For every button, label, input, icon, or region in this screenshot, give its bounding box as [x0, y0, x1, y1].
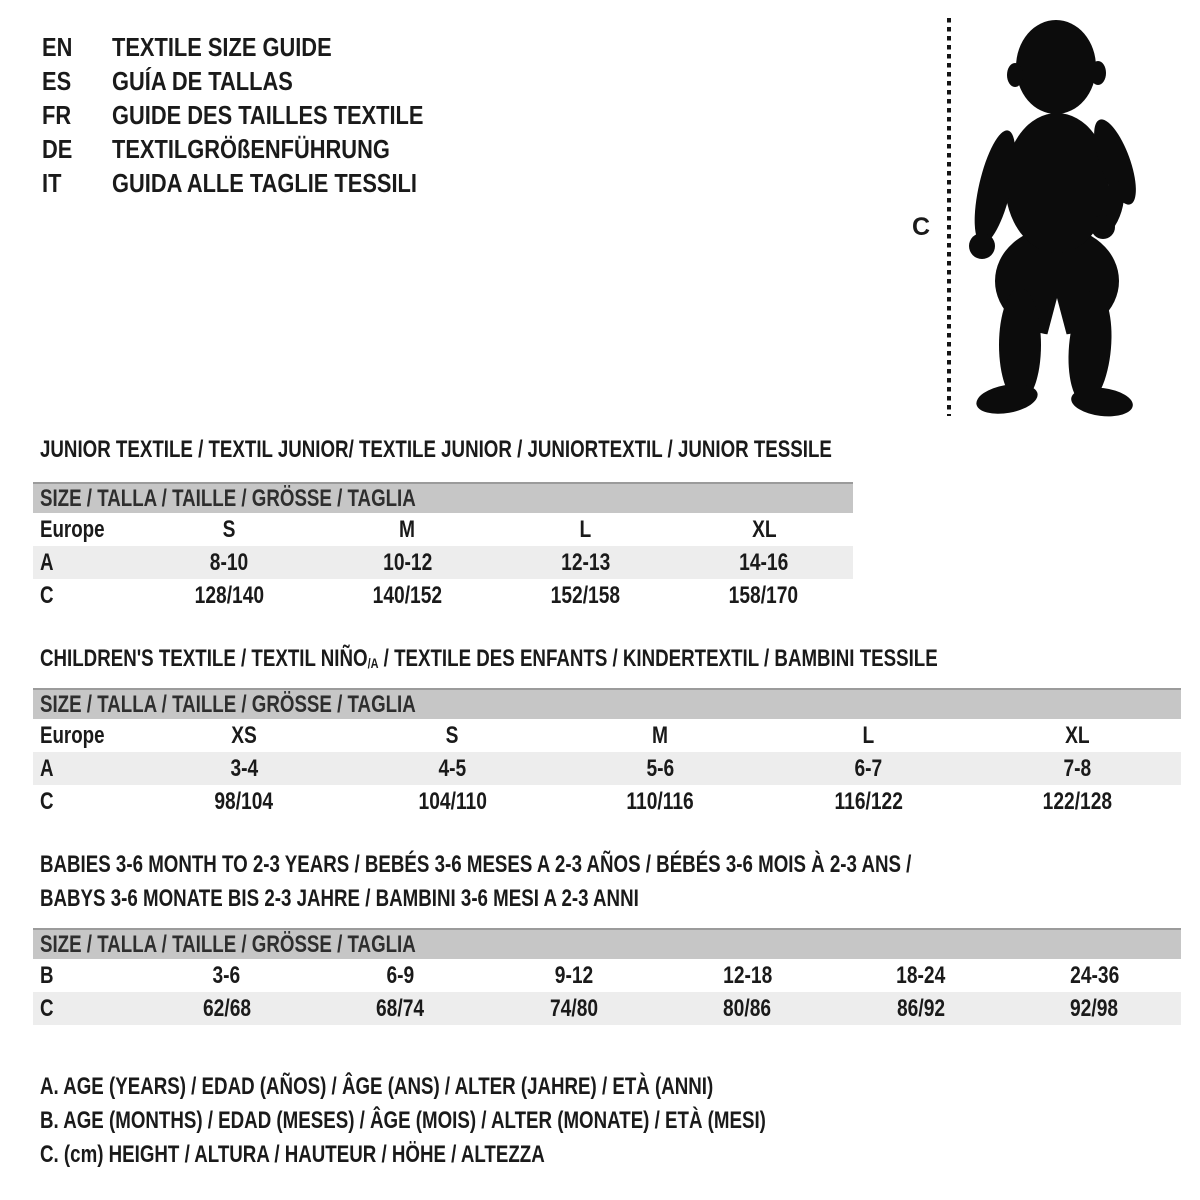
- row-label: Europe: [40, 515, 105, 543]
- babies-section-heading-line2: BABYS 3-6 MONATE BIS 2-3 JAHRE / BAMBINI 3-6 MESI A 2-3 ANNI: [40, 885, 639, 912]
- row-label: C: [40, 994, 54, 1022]
- table-row: A 8-10 10-12 12-13 14-16: [33, 546, 853, 579]
- table-row: C 98/104 104/110 110/116 116/122 122/128: [33, 785, 1181, 818]
- table-row: Europe S M L XL: [33, 513, 853, 546]
- table-row: C 128/140 140/152 152/158 158/170: [33, 579, 853, 612]
- nino-a-subscript: /A: [367, 655, 379, 671]
- children-size-header-bar: SIZE / TALLA / TAILLE / GRÖSSE / TAGLIA: [33, 688, 1181, 719]
- babies-size-header-bar: SIZE / TALLA / TAILLE / GRÖSSE / TAGLIA: [33, 928, 1181, 959]
- legend-line-b: B. AGE (MONTHS) / EDAD (MESES) / ÂGE (MOIS) / ALTER (MONATE) / ETÀ (MESI): [40, 1107, 766, 1134]
- lang-row-es: [42, 64, 483, 98]
- row-label: Europe: [40, 721, 105, 749]
- children-size-table: [33, 688, 1181, 818]
- height-measure-label: C: [912, 213, 931, 241]
- lang-code-es: ES: [42, 65, 72, 96]
- legend-line-c: C. (cm) HEIGHT / ALTURA / HAUTEUR / HÖHE / ALTEZZA: [40, 1141, 545, 1168]
- height-measure-dashed-line: [947, 18, 951, 416]
- table-row: Europe XS S M L XL: [33, 719, 1181, 752]
- junior-section-heading: JUNIOR TEXTILE / TEXTIL JUNIOR/ TEXTILE JUNIOR / JUNIORTEXTIL / JUNIOR TESSILE: [40, 436, 832, 463]
- row-label: C: [40, 787, 54, 815]
- baby-silhouette-figure: [963, 15, 1141, 420]
- lang-label-it: GUIDA ALLE TAGLIE TESSILI: [112, 167, 417, 198]
- lang-row-fr: [42, 98, 483, 132]
- table-row: B 3-6 6-9 9-12 12-18 18-24 24-36: [33, 959, 1181, 992]
- lang-label-de: TEXTILGRÖßENFÜHRUNG: [112, 133, 390, 164]
- row-label: A: [40, 754, 54, 782]
- babies-size-table: [33, 928, 1181, 1025]
- lang-code-fr: FR: [42, 99, 72, 130]
- row-label: B: [40, 961, 54, 989]
- legend-line-a: A. AGE (YEARS) / EDAD (AÑOS) / ÂGE (ANS) / ALTER (JAHRE) / ETÀ (ANNI): [40, 1073, 714, 1100]
- measure-legend: [40, 1070, 971, 1172]
- babies-section-heading-line1: BABIES 3-6 MONTH TO 2-3 YEARS / BEBÉS 3-6 MESES A 2-3 AÑOS / BÉBÉS 3-6 MOIS À 2-3 ANS /: [40, 851, 912, 878]
- lang-row-en: [42, 30, 483, 64]
- language-title-block: [42, 30, 483, 200]
- lang-label-en: TEXTILE SIZE GUIDE: [112, 31, 332, 62]
- lang-code-en: EN: [42, 31, 73, 62]
- junior-size-header-bar: SIZE / TALLA / TAILLE / GRÖSSE / TAGLIA: [33, 482, 853, 513]
- lang-code-de: DE: [42, 133, 73, 164]
- junior-size-table: [33, 482, 853, 612]
- row-label: A: [40, 548, 54, 576]
- table-row: A 3-4 4-5 5-6 6-7 7-8: [33, 752, 1181, 785]
- row-label: C: [40, 581, 54, 609]
- lang-label-fr: GUIDE DES TAILLES TEXTILE: [112, 99, 424, 130]
- lang-row-de: [42, 132, 483, 166]
- lang-label-es: GUÍA DE TALLAS: [112, 65, 293, 96]
- lang-code-it: IT: [42, 167, 62, 198]
- lang-row-it: [42, 166, 483, 200]
- children-section-heading: CHILDREN'S TEXTILE / TEXTIL NIÑO/A / TEXTILE DES ENFANTS / KINDERTEXTIL / BAMBINI TESSILE: [40, 645, 938, 672]
- table-row: C 62/68 68/74 74/80 80/86 86/92 92/98: [33, 992, 1181, 1025]
